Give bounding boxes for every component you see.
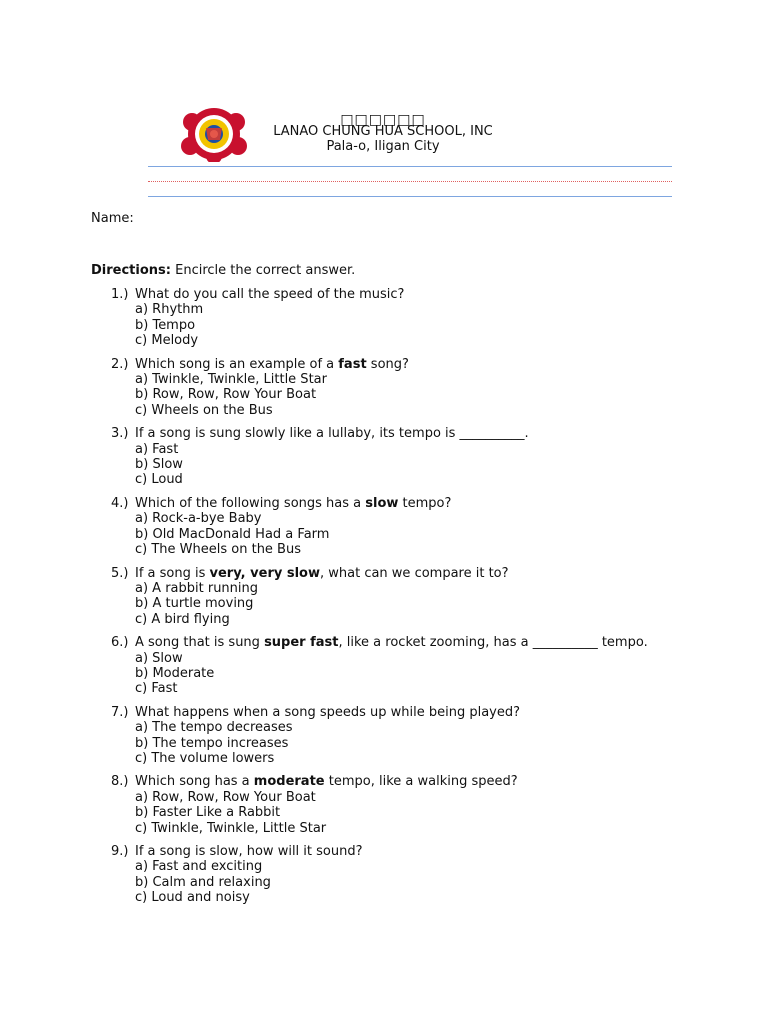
- question-list: [111, 287, 681, 914]
- directions: [91, 263, 355, 278]
- question-text-part: What happens when a song speeds up while being played?: [135, 704, 521, 720]
- question-item: [111, 844, 681, 906]
- answer-option[interactable]: a) Row, Row, Row Your Boat: [135, 789, 316, 805]
- question-text: [135, 287, 681, 302]
- question-text-part: Which song has a: [135, 774, 254, 790]
- answer-option[interactable]: a) Rhythm: [135, 302, 204, 318]
- school-address: Pala-o, Iligan City: [326, 139, 440, 154]
- answer-option[interactable]: b) Calm and relaxing: [135, 874, 271, 890]
- question-text-part: tempo, like a walking speed?: [324, 774, 518, 790]
- question-keyword: moderate: [253, 774, 325, 790]
- question-item: [111, 426, 681, 488]
- question-item: [111, 496, 681, 558]
- answer-option[interactable]: a) Slow: [135, 650, 183, 666]
- question-text: [135, 357, 681, 372]
- question-item: [111, 774, 681, 836]
- answer-option[interactable]: b) Row, Row, Row Your Boat: [135, 387, 317, 403]
- question-text-part: , what can we compare it to?: [319, 565, 509, 581]
- question-number: 7.): [111, 704, 129, 720]
- question-number: 3.): [111, 426, 129, 442]
- question-text-part: A song that is sung: [135, 635, 265, 651]
- question-number: 2.): [111, 356, 129, 372]
- school-chinese-name: □□□□□□: [340, 112, 426, 128]
- question-line: [111, 705, 681, 720]
- answer-option[interactable]: b) Old MacDonald Had a Farm: [135, 526, 330, 542]
- question-item: [111, 287, 681, 349]
- question-line: [111, 844, 681, 859]
- question-number: 4.): [111, 495, 129, 511]
- header-rule-bottom: [148, 196, 672, 197]
- question-keyword: fast: [338, 356, 367, 372]
- header-rule-dotted: [148, 181, 672, 182]
- question-text-part: If a song is: [135, 565, 210, 581]
- question-line: [111, 774, 681, 789]
- answer-option[interactable]: c) Melody: [135, 333, 199, 349]
- answer-option[interactable]: b) Faster Like a Rabbit: [135, 805, 281, 821]
- answer-option[interactable]: c) A bird flying: [135, 611, 230, 627]
- question-text-part: Which of the following songs has a: [135, 495, 366, 511]
- answer-option[interactable]: c) Fast: [135, 681, 178, 697]
- school-logo: [176, 106, 252, 162]
- question-text: [135, 635, 681, 650]
- question-text: [135, 566, 681, 581]
- answer-option[interactable]: a) The tempo decreases: [135, 720, 293, 736]
- answer-option[interactable]: a) Rock-a-bye Baby: [135, 511, 262, 527]
- name-field-label: Name:: [91, 211, 134, 226]
- answer-option[interactable]: c) Wheels on the Bus: [135, 402, 273, 418]
- question-number: 6.): [111, 635, 129, 651]
- question-text-part: If a song is sung slowly like a lullaby, its tempo is __________.: [135, 426, 529, 442]
- question-item: [111, 357, 681, 419]
- question-line: [111, 566, 681, 581]
- question-text: [135, 774, 681, 789]
- answer-option[interactable]: b) A turtle moving: [135, 596, 254, 612]
- answer-option[interactable]: c) Loud and noisy: [135, 890, 250, 906]
- question-text: [135, 426, 681, 441]
- school-name: LANAO CHUNG HUA SCHOOL, INC: [273, 124, 493, 139]
- answer-option[interactable]: a) A rabbit running: [135, 580, 259, 596]
- question-item: [111, 705, 681, 767]
- question-number: 9.): [111, 844, 129, 859]
- answer-option[interactable]: c) The volume lowers: [135, 750, 275, 766]
- answer-option[interactable]: b) Tempo: [135, 317, 196, 333]
- question-text-part: If a song is slow, how will it sound?: [135, 844, 363, 859]
- answer-option[interactable]: b) The tempo increases: [135, 735, 289, 751]
- question-text-part: song?: [366, 356, 409, 372]
- question-line: [111, 496, 681, 511]
- question-item: [111, 566, 681, 628]
- question-keyword: slow: [365, 495, 399, 511]
- directions-label: Directions:: [91, 263, 171, 278]
- logo-flower-icon: [181, 108, 247, 162]
- letterhead: [0, 106, 768, 166]
- answer-option[interactable]: a) Fast: [135, 441, 179, 457]
- question-line: [111, 426, 681, 441]
- question-text-part: tempo?: [398, 495, 452, 511]
- answer-option[interactable]: b) Slow: [135, 457, 183, 473]
- directions-text: Encircle the correct answer.: [170, 263, 356, 278]
- question-text: [135, 844, 681, 859]
- answer-option[interactable]: c) The Wheels on the Bus: [135, 542, 301, 558]
- header-rule-top: [148, 166, 672, 167]
- answer-option[interactable]: c) Twinkle, Twinkle, Little Star: [135, 820, 327, 836]
- question-line: [111, 357, 681, 372]
- question-number: 8.): [111, 774, 129, 790]
- question-number: 1.): [111, 287, 129, 302]
- question-text-part: What do you call the speed of the music?: [135, 287, 405, 302]
- question-text-part: Which song is an example of a: [135, 356, 339, 372]
- answer-option[interactable]: a) Twinkle, Twinkle, Little Star: [135, 372, 327, 388]
- question-keyword: super fast: [264, 635, 339, 651]
- question-line: [111, 635, 681, 650]
- question-keyword: very, very slow: [209, 565, 320, 581]
- question-number: 5.): [111, 565, 129, 581]
- question-line: [111, 287, 681, 302]
- question-text: [135, 496, 681, 511]
- answer-option[interactable]: a) Fast and exciting: [135, 859, 263, 875]
- question-text: [135, 705, 681, 720]
- question-text-part: , like a rocket zooming, has a __________ tempo.: [338, 635, 648, 651]
- question-item: [111, 635, 681, 697]
- answer-option[interactable]: b) Moderate: [135, 665, 215, 681]
- answer-option[interactable]: c) Loud: [135, 472, 183, 488]
